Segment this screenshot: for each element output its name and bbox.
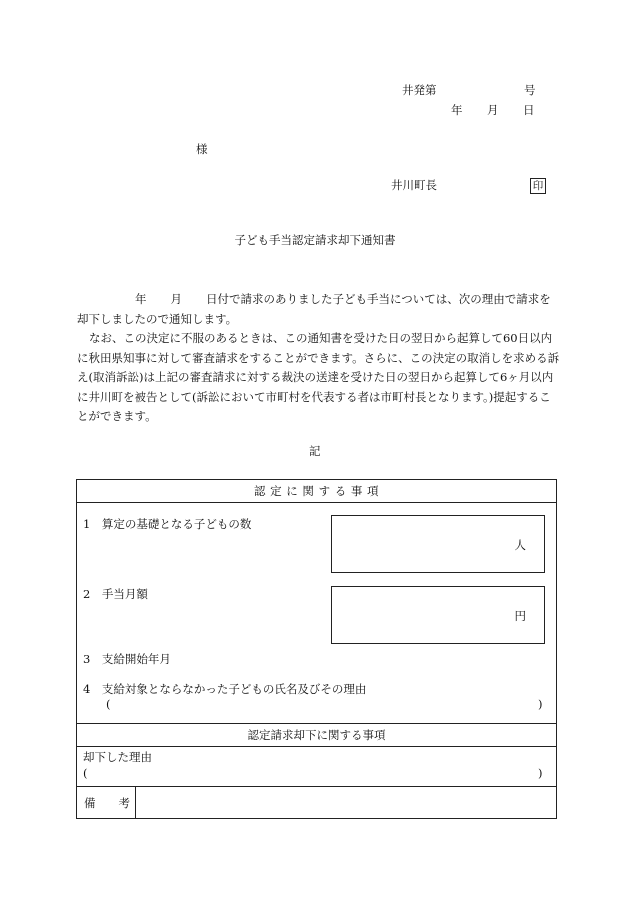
item-4-label: 4 支給対象とならなかった子どもの氏名及びその理由	[83, 682, 367, 696]
divider	[77, 502, 556, 503]
document-title: 子ども手当認定請求却下通知書	[234, 233, 396, 247]
item-3-label: 3 支給開始年月	[83, 652, 171, 666]
reason-paren-close: )	[538, 766, 543, 780]
notification-table	[76, 479, 557, 819]
document-number-prefix: 井発第	[402, 83, 437, 97]
unit-persons: 人	[514, 538, 526, 552]
body-paragraph-2: なお、この決定に不服のあるときは、この通知書を受けた日の翌日から起算して60日以内に秋田県知事に対して審査請求をすることができます。さらに、この決定の取消しを求める訴え(取消訴訟)は上記の審査請求に対する裁決の送達を受けた日の翌日から起算して6ヶ月以内に井川町を被告として(訴訟において市町村を代表する者は市町村長となります。)提起することができます。	[77, 331, 560, 423]
item-4-paren-close: )	[538, 697, 543, 711]
remarks-label: 備 考	[84, 796, 130, 810]
unit-yen: 円	[514, 609, 526, 623]
date-month-label: 月	[487, 103, 499, 117]
body-paragraph-1-text: 日付で請求のありました子ども手当については、次の理由で請求を却下しましたので通知します。	[77, 292, 551, 326]
body-month-label: 月	[170, 292, 182, 306]
remarks-divider	[135, 786, 136, 818]
date-year-label: 年	[451, 103, 463, 117]
ki-label: 記	[309, 444, 321, 458]
body-text	[77, 290, 561, 427]
divider	[77, 723, 556, 724]
document-number-suffix: 号	[524, 83, 536, 97]
section-header-certification: 認 定 に 関 す る 事 項	[253, 484, 380, 498]
addressee-suffix: 様	[196, 142, 208, 156]
monthly-allowance-box	[331, 586, 545, 644]
divider	[77, 746, 556, 747]
reason-paren-open: (	[83, 766, 88, 780]
rejection-reason-label: 却下した理由	[83, 750, 152, 764]
item-1-label: 1 算定の基礎となる子どもの数	[83, 517, 252, 531]
item-2-label: 2 手当月額	[83, 587, 148, 601]
date-day-label: 日	[523, 103, 535, 117]
divider	[77, 786, 556, 787]
issuer-name: 井川町長	[391, 178, 437, 192]
section-header-rejection: 認定請求却下に関する事項	[247, 728, 386, 742]
body-paragraph-1	[77, 290, 561, 329]
item-4-paren-open: (	[106, 697, 111, 711]
children-count-box	[331, 515, 545, 573]
seal-mark: 印	[530, 178, 546, 194]
body-year-label: 年	[135, 292, 147, 306]
